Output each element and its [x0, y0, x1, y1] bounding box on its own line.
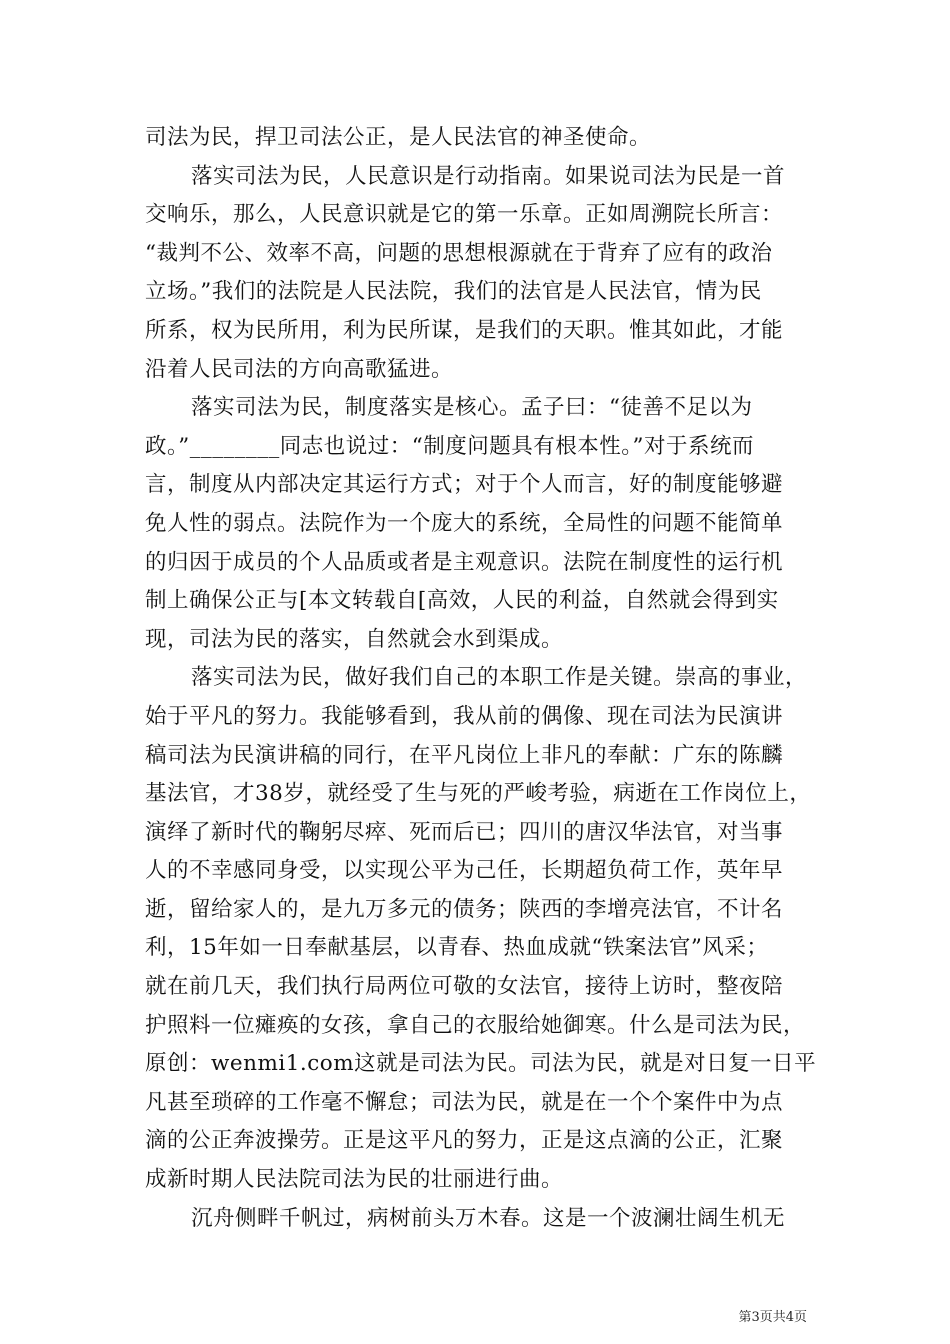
text-line: 落实司法为民，制度落实是核心。孟子曰：“徒善不足以为	[191, 395, 753, 421]
text-line: 落实司法为民，做好我们自己的本职工作是关键。崇高的事业，	[191, 665, 808, 691]
text-line: 护照料一位瘫痪的女孩，拿自己的衣服给她御寒。什么是司法为民，	[145, 1012, 806, 1038]
text-line: 稿司法为民演讲稿的同行，在平凡岗位上非凡的奉献：广东的陈麟	[145, 742, 784, 768]
text-line: 始于平凡的努力。我能够看到，我从前的偶像、现在司法为民演讲	[145, 703, 784, 729]
text-line: 所系，权为民所用，利为民所谋，是我们的天职。惟其如此，才能	[145, 317, 784, 343]
page-number: 第3页共4页	[738, 1310, 807, 1325]
text-line: 成新时期人民法院司法为民的壮丽进行曲。	[145, 1167, 564, 1193]
text-line: 交响乐，那么，人民意识就是它的第一乐章。正如周溯院长所言：	[145, 202, 784, 228]
text-line: 沉舟侧畔千帆过，病树前头万木春。这是一个波澜壮阔生机无	[191, 1205, 786, 1231]
text-line: 的归因于成员的个人品质或者是主观意识。法院在制度性的运行机	[145, 549, 784, 575]
text-line: 落实司法为民，人民意识是行动指南。如果说司法为民是一首	[191, 163, 786, 189]
text-line: 司法为民，捍卫司法公正，是人民法官的神圣使命。	[145, 125, 652, 150]
text-line: 利，15年如一日奉献基层，以青春、热血成就“铁案法官”风采；	[145, 935, 769, 961]
text-line: 制上确保公正与[本文转载自[高效，人民的利益，自然就会得到实	[145, 588, 779, 614]
text-line: 凡甚至琐碎的工作毫不懈怠；司法为民，就是在一个个案件中为点	[145, 1089, 784, 1115]
text-line: 现，司法为民的落实，自然就会水到渠成。	[145, 626, 564, 652]
text-line: 就在前几天，我们执行局两位可敬的女法官，接待上访时，整夜陪	[145, 974, 784, 1000]
text-line: “裁判不公、效率不高，问题的思想根源就在于背弃了应有的政治	[145, 240, 773, 266]
text-line: 免人性的弱点。法院作为一个庞大的系统，全局性的问题不能简单	[145, 510, 784, 536]
text-line: 滴的公正奔波操劳。正是这平凡的努力，正是这点滴的公正，汇聚	[145, 1128, 784, 1154]
text-line: 政。”________同志也说过：“制度问题具有根本性。”对于系统而	[145, 433, 754, 459]
text-line: 基法官，才38岁，就经受了生与死的严峻考验，病逝在工作岗位上，	[145, 781, 812, 807]
text-line: 原创：wenmi1.com这就是司法为民。司法为民，就是对日复一日平	[145, 1051, 817, 1077]
text-line: 演绎了新时代的鞠躬尽瘁、死而后已；四川的唐汉华法官，对当事	[145, 819, 784, 845]
text-line: 言，制度从内部决定其运行方式；对于个人而言，好的制度能够避	[145, 472, 784, 498]
text-line: 立场。”我们的法院是人民法院，我们的法官是人民法官，情为民	[145, 279, 762, 305]
document-body	[145, 119, 817, 1238]
text-line: 沿着人民司法的方向高歌猛进。	[145, 356, 454, 382]
text-line: 人的不幸感同身受，以实现公平为己任，长期超负荷工作，英年早	[145, 858, 784, 884]
text-line: 逝，留给家人的，是九万多元的债务；陕西的李增亮法官，不计名	[145, 896, 784, 922]
